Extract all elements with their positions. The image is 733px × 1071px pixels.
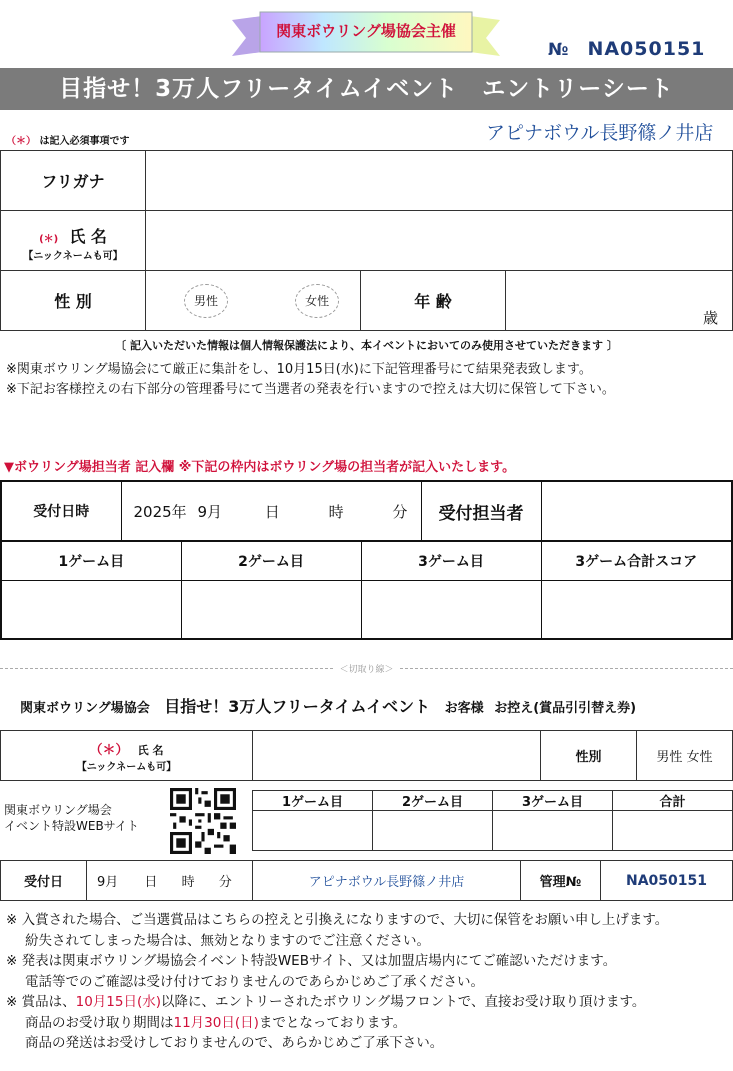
required-mark: （＊） bbox=[6, 136, 36, 147]
copy-day: 日 bbox=[144, 875, 158, 890]
result-note-2: ※下記お客様控えの右下部分の管理番号にて当選者の発表を行いますので控えは大切に保管して下さい。 bbox=[6, 382, 615, 397]
prize-note-3 bbox=[6, 992, 668, 1013]
prize-note-3-pre: ※ 賞品は、 bbox=[6, 994, 76, 1010]
reception-month: 9月 bbox=[197, 502, 223, 521]
age-field[interactable] bbox=[506, 271, 733, 331]
banner-text: 関東ボウリング場協会主催 bbox=[276, 22, 456, 40]
serial-number bbox=[548, 38, 705, 60]
prize-note-2: ※ 発表は関東ボウリング場協会イベント特設WEBサイト、又は加盟店場内にてご確認いただけます。 bbox=[6, 953, 617, 969]
gender-options bbox=[146, 271, 361, 331]
copy-game1-header: 1ゲーム目 bbox=[253, 791, 373, 811]
copy-name-label: 氏 名 bbox=[137, 743, 164, 757]
game2-score-field[interactable] bbox=[181, 581, 361, 639]
copy-total-field[interactable] bbox=[613, 811, 733, 851]
prize-note-4-post: までとなっております。 bbox=[258, 1014, 407, 1031]
required-note bbox=[6, 132, 129, 147]
gender-label: 性 別 bbox=[1, 271, 146, 331]
qr-code-icon[interactable] bbox=[170, 788, 236, 854]
copy-label: お控え(賞品引引替え券) bbox=[494, 701, 637, 716]
staff-person-label: 受付担当者 bbox=[421, 481, 541, 541]
page-title: 目指せ！3万人フリータイムイベント エントリーシート bbox=[0, 68, 733, 110]
result-note-1: ※関東ボウリング場協会にて厳正に集計をし、10月15日(水)に下記管理番号にて結果発表致します。 bbox=[6, 362, 592, 377]
total-score-header: 3ゲーム合計スコア bbox=[541, 541, 732, 581]
copy-game2-header: 2ゲーム目 bbox=[373, 791, 493, 811]
organizer-banner bbox=[232, 8, 500, 64]
name-sub-label: 【ニックネームも可】 bbox=[23, 250, 123, 262]
copy-reception-table bbox=[0, 860, 733, 901]
copy-customer: お客様 bbox=[444, 701, 484, 716]
prize-note-4-pre: 商品のお受け取り期間は bbox=[25, 1014, 174, 1031]
total-score-field[interactable] bbox=[541, 581, 732, 639]
game2-header: 2ゲーム目 bbox=[181, 541, 361, 581]
cut-line-text: ＜切取り線＞ bbox=[333, 665, 399, 675]
copy-assoc: 関東ボウリング場協会 bbox=[20, 701, 150, 716]
prize-note-2-cont: 電話等でのご確認は受け付けておりませんのであらかじめご了承ください。 bbox=[25, 973, 484, 990]
copy-minute: 分 bbox=[218, 875, 232, 890]
prize-start-date: 10月15日(水) bbox=[75, 994, 161, 1010]
age-label: 年 齢 bbox=[361, 271, 506, 331]
serial-number-value: NA050151 bbox=[587, 38, 706, 60]
game3-score-field[interactable] bbox=[361, 581, 541, 639]
mgmt-number-label: 管理№ bbox=[521, 861, 601, 901]
copy-game3-header: 3ゲーム目 bbox=[493, 791, 613, 811]
age-unit: 歳 bbox=[702, 309, 718, 327]
copy-event: 目指せ！3万人フリータイムイベント bbox=[164, 697, 431, 716]
cut-line-label bbox=[0, 662, 733, 675]
prize-end-date: 11月30日(日) bbox=[173, 1014, 259, 1031]
prize-note-1-cont: 紛失されてしまった場合は、無効となりますのでご注意ください。 bbox=[25, 932, 430, 949]
copy-reception-label: 受付日 bbox=[1, 861, 87, 901]
copy-month: 9月 bbox=[97, 875, 119, 890]
furigana-label: フリガナ bbox=[1, 151, 146, 211]
reception-hour: 時 bbox=[328, 502, 344, 521]
name-required-mark: (＊) bbox=[39, 233, 59, 245]
name-label: 氏 名 bbox=[69, 226, 107, 246]
score-table bbox=[0, 540, 733, 640]
required-note-text: は記入必須事項です bbox=[39, 136, 130, 147]
reception-datetime-label: 受付日時 bbox=[1, 481, 121, 541]
copy-total-header: 合計 bbox=[613, 791, 733, 811]
copy-title bbox=[20, 694, 636, 717]
reception-day: 日 bbox=[264, 502, 280, 521]
web-site-label bbox=[4, 802, 139, 834]
copy-name-field[interactable] bbox=[253, 731, 541, 781]
game3-header: 3ゲーム目 bbox=[361, 541, 541, 581]
name-label-cell bbox=[1, 211, 146, 271]
prize-note-5: 商品の発送はお受けしておりませんので、あらかじめご了承下さい。 bbox=[25, 1035, 444, 1051]
copy-store: アピナボウル長野篠ノ井店 bbox=[253, 861, 521, 901]
staff-person-field[interactable] bbox=[541, 481, 732, 541]
prize-note-3-post: 以降に、エントリーされたボウリング場フロントで、直接お受け取り頂けます。 bbox=[161, 994, 646, 1010]
copy-score-table bbox=[252, 790, 733, 851]
web-line-1: 関東ボウリング場会 bbox=[4, 803, 112, 817]
prize-note-1: ※ 入賞された場合、ご当選賞品はこちらの控えと引換えになりますので、大切に保管をお願い申し上げます。 bbox=[6, 912, 669, 928]
prize-notes bbox=[6, 910, 668, 1054]
copy-hour: 時 bbox=[181, 875, 195, 890]
serial-no-label: № bbox=[548, 40, 570, 60]
reception-datetime-field[interactable] bbox=[121, 481, 421, 541]
copy-game2-field[interactable] bbox=[373, 811, 493, 851]
copy-gender-label: 性別 bbox=[541, 731, 637, 781]
copy-name-label-cell bbox=[1, 731, 253, 781]
gender-male-option[interactable]: 男性 bbox=[184, 284, 228, 318]
gender-female-option[interactable]: 女性 bbox=[295, 284, 339, 318]
store-name: アピナボウル長野篠ノ井店 bbox=[486, 122, 714, 144]
copy-name-required-mark: （＊） bbox=[89, 742, 129, 758]
mgmt-number-value: NA050151 bbox=[601, 861, 733, 901]
copy-gender-options[interactable]: 男性 女性 bbox=[637, 731, 733, 781]
copy-reception-field[interactable] bbox=[87, 861, 253, 901]
prize-note-4 bbox=[6, 1013, 668, 1034]
game1-header: 1ゲーム目 bbox=[1, 541, 181, 581]
name-field[interactable] bbox=[146, 211, 733, 271]
game1-score-field[interactable] bbox=[1, 581, 181, 639]
copy-name-sub: 【ニックネームも可】 bbox=[76, 761, 177, 773]
web-line-2: イベント特設WEBサイト bbox=[4, 819, 139, 833]
entry-form-table bbox=[0, 150, 733, 331]
copy-game1-field[interactable] bbox=[253, 811, 373, 851]
staff-table bbox=[0, 480, 733, 542]
result-notes bbox=[6, 360, 615, 400]
copy-name-table bbox=[0, 730, 733, 781]
copy-game3-field[interactable] bbox=[493, 811, 613, 851]
reception-year: 2025年 bbox=[133, 502, 187, 521]
reception-minute: 分 bbox=[392, 502, 408, 521]
furigana-field[interactable] bbox=[146, 151, 733, 211]
staff-section-heading: ▼ボウリング場担当者 記入欄 ※下記の枠内はボウリング場の担当者が記入いたします。 bbox=[4, 460, 516, 475]
privacy-note: 〔 記入いただいた情報は個人情報保護法により、本イベントにおいてのみ使用させていただきます 〕 bbox=[115, 339, 618, 352]
